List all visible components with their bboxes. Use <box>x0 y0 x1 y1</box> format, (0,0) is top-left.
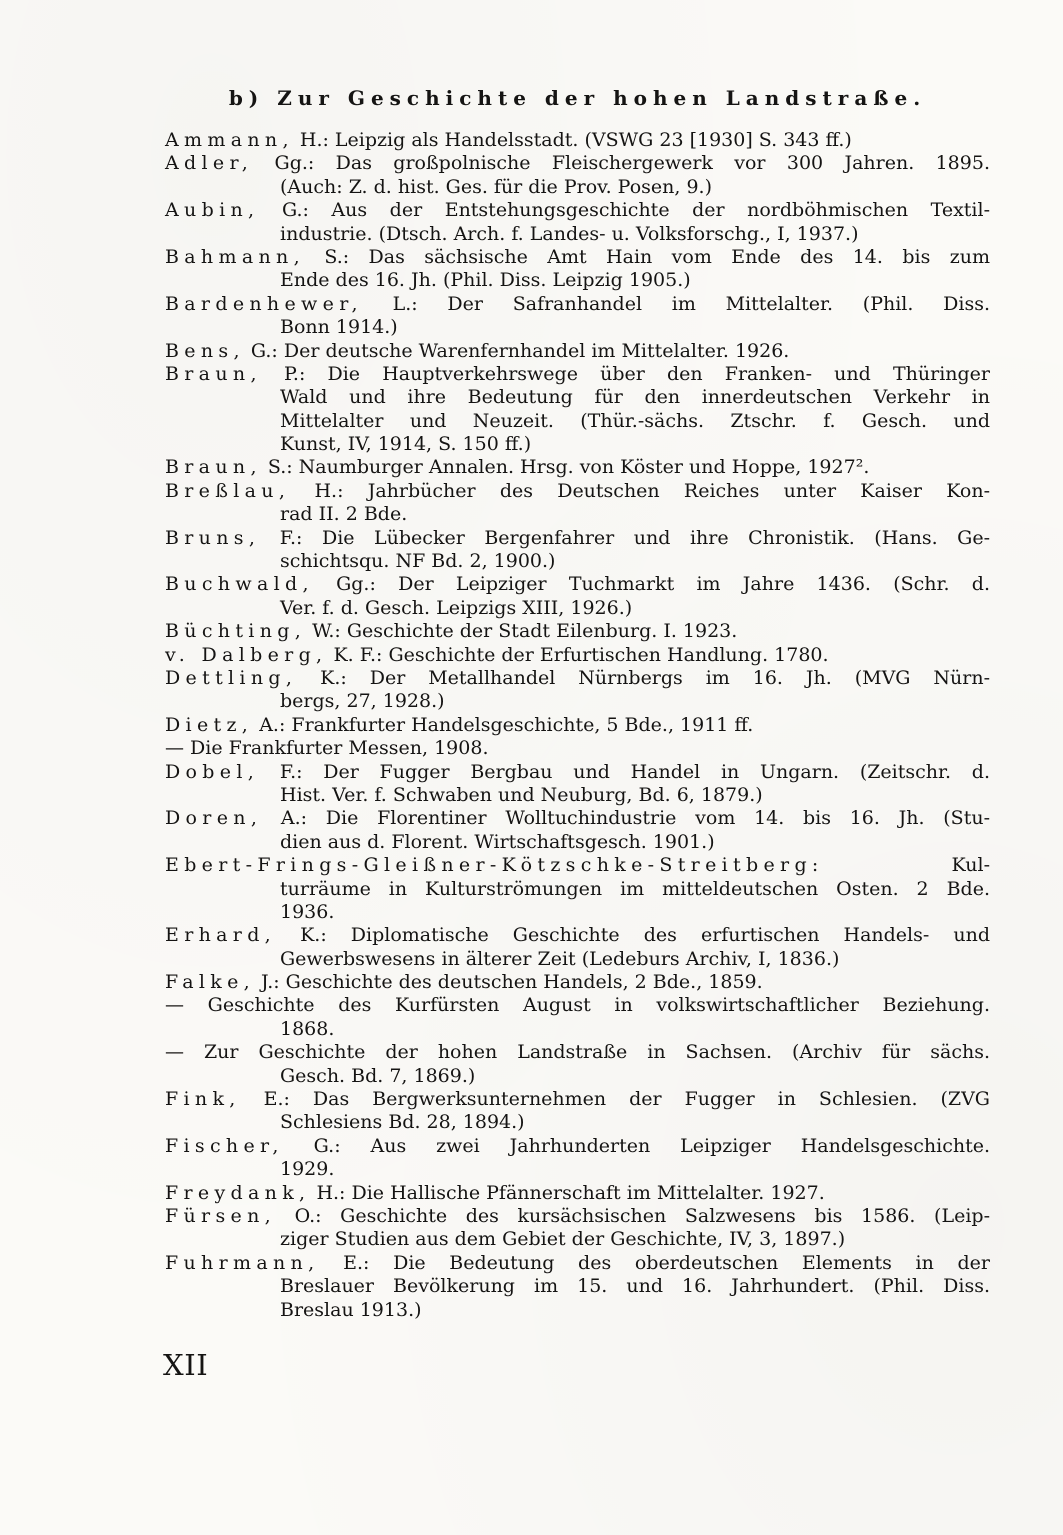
bib-entry <box>165 340 990 363</box>
entry-line: (Auch: Z. d. hist. Ges. für die Prov. Posen, 9.) <box>280 175 712 198</box>
entry-line: — Geschichte des Kurfürsten August in volkswirtschaftlicher Beziehung. <box>165 994 990 1017</box>
entry-line: ziger Studien aus dem Gebiet der Geschichte, IV, 3, 1897.) <box>280 1228 846 1251</box>
author-name: Dettling, <box>165 666 298 689</box>
bib-entry <box>165 1205 990 1252</box>
bib-entry <box>165 246 990 293</box>
bib-entry <box>165 152 990 199</box>
bib-entry <box>165 807 990 854</box>
entry-line: Wald und ihre Bedeutung für den innerdeutschen Verkehr in <box>280 386 990 409</box>
entry-line: Adler, Gg.: Das großpolnische Fleischergewerk vor 300 Jahren. 1895. <box>165 152 990 175</box>
entry-line: industrie. (Dtsch. Arch. f. Landes- u. Volksforschg., I, 1937.) <box>280 222 859 245</box>
bib-entry <box>165 527 990 574</box>
entry-line: Braun, P.: Die Hauptverkehrswege über den Franken- und Thüringer <box>165 362 990 385</box>
author-name: Braun, <box>165 362 262 385</box>
bib-entry <box>165 293 990 340</box>
bib-entry <box>165 924 990 971</box>
author-name: Doren, <box>165 807 263 830</box>
entry-line: 1929. <box>280 1158 335 1181</box>
entry-line: Ver. f. d. Gesch. Leipzigs XIII, 1926.) <box>280 596 633 619</box>
author-name: v. Dalberg, <box>165 643 328 666</box>
entry-line: Dietz, A.: Frankfurter Handelsgeschichte, 5 Bde., 1911 ff. <box>165 713 754 736</box>
author-name: Fürsen, <box>165 1204 277 1227</box>
bib-entry <box>165 737 990 760</box>
entry-line: turräume in Kulturströmungen im mitteldeutschen Osten. 2 Bde. <box>280 877 990 900</box>
entry-line: Hist. Ver. f. Schwaben und Neuburg, Bd. 6, 1879.) <box>280 783 763 806</box>
section-heading: b) Zur Geschichte der hohen Landstraße. <box>228 86 927 110</box>
entry-line: Breslau 1913.) <box>280 1298 422 1321</box>
entry-line: Gesch. Bd. 7, 1869.) <box>280 1064 476 1087</box>
bib-entry <box>165 1135 990 1182</box>
author-name: Fischer, <box>165 1134 284 1157</box>
page-number: XII <box>163 1348 209 1382</box>
author-name: Falke, <box>165 971 256 994</box>
entry-line: Braun, S.: Naumburger Annalen. Hrsg. von Köster und Hoppe, 1927². <box>165 456 870 479</box>
entry-line: Erhard, K.: Diplomatische Geschichte des erfurtischen Handels- und <box>165 924 990 947</box>
author-name: Braun, <box>165 456 262 479</box>
entry-line: Breslauer Bevölkerung im 15. und 16. Jahrhundert. (Phil. Diss. <box>280 1275 990 1298</box>
bib-entry <box>165 1182 990 1205</box>
bib-entry <box>165 854 990 924</box>
entry-line: Buchwald, Gg.: Der Leipziger Tuchmarkt im Jahre 1436. (Schr. d. <box>165 573 990 596</box>
bib-entry <box>165 620 990 643</box>
entry-line: Fürsen, O.: Geschichte des kursächsischen Salzwesens bis 1586. (Leip- <box>165 1204 990 1227</box>
bib-entry <box>165 761 990 808</box>
author-name: Bahmann, <box>165 245 305 268</box>
bib-entry <box>165 480 990 527</box>
bib-entry <box>165 1252 990 1322</box>
entry-line: Dobel, F.: Der Fugger Bergbau und Handel in Ungarn. (Zeitschr. d. <box>165 760 990 783</box>
author-name: Dietz, <box>165 713 254 736</box>
entry-line: Ebert-Frings-Gleißner-Kötzschke-Streitberg: Kul- <box>165 854 990 877</box>
author-name: Dobel, <box>165 760 260 783</box>
author-name: Bens, <box>165 339 245 362</box>
entry-line: Mittelalter und Neuzeit. (Thür.-sächs. Ztschr. f. Gesch. und <box>280 409 990 432</box>
entry-line: rad II. 2 Bde. <box>280 503 408 526</box>
entry-line: Büchting, W.: Geschichte der Stadt Eilenburg. I. 1923. <box>165 620 738 643</box>
author-name: Ebert-Frings-Gleißner-Kötzschke-Streitberg: <box>165 854 824 877</box>
bib-entry <box>165 1088 990 1135</box>
entry-line: Bens, G.: Der deutsche Warenfernhandel im Mittelalter. 1926. <box>165 339 790 362</box>
entry-line: Bonn 1914.) <box>280 316 398 339</box>
bib-entry <box>165 456 990 479</box>
entry-line: Breßlau, H.: Jahrbücher des Deutschen Reiches unter Kaiser Kon- <box>165 479 990 502</box>
author-name: Aubin, <box>165 199 260 222</box>
author-name: Ammann, <box>165 129 294 151</box>
entry-line: Freydank, H.: Die Hallische Pfännerschaft im Mittelalter. 1927. <box>165 1181 825 1204</box>
author-name: Bardenhewer, <box>165 292 363 315</box>
bib-entry <box>165 129 990 152</box>
entry-line: Doren, A.: Die Florentiner Wolltuchindustrie vom 14. bis 16. Jh. (Stu- <box>165 807 990 830</box>
entry-line: Kunst, IV, 1914, S. 150 ff.) <box>280 433 532 456</box>
bib-entry <box>165 199 990 246</box>
entry-line: Aubin, G.: Aus der Entstehungsgeschichte der nordböhmischen Textil- <box>165 199 990 222</box>
bib-entry <box>165 1041 990 1088</box>
bib-entry <box>165 714 990 737</box>
entry-line: Fink, E.: Das Bergwerksunternehmen der Fugger in Schlesien. (ZVG <box>165 1088 990 1111</box>
entry-line: 1868. <box>280 1017 335 1040</box>
entry-line: Bardenhewer, L.: Der Safranhandel im Mittelalter. (Phil. Diss. <box>165 292 990 315</box>
author-name: Büchting, <box>165 620 307 643</box>
author-name: Freydank, <box>165 1181 311 1204</box>
entry-line: Bahmann, S.: Das sächsische Amt Hain vom Ende des 14. bis zum <box>165 245 990 268</box>
entry-line: bergs, 27, 1928.) <box>280 690 445 713</box>
entry-line: Bruns, F.: Die Lübecker Bergenfahrer und ihre Chronistik. (Hans. Ge- <box>165 526 990 549</box>
author-name: Bruns, <box>165 526 261 549</box>
entry-line: Dettling, K.: Der Metallhandel Nürnbergs im 16. Jh. (MVG Nürn- <box>165 666 990 689</box>
author-name: Breßlau, <box>165 479 291 502</box>
entry-line: Ende des 16. Jh. (Phil. Diss. Leipzig 1905.) <box>280 269 691 292</box>
entry-line: v. Dalberg, K. F.: Geschichte der Erfurtischen Handlung. 1780. <box>165 643 829 666</box>
author-name: Fink, <box>165 1088 241 1111</box>
bib-entry <box>165 363 990 457</box>
bib-entry <box>165 994 990 1041</box>
entry-line: dien aus d. Florent. Wirtschaftsgesch. 1901.) <box>280 830 715 853</box>
entry-line: Gewerbswesens in älterer Zeit (Ledeburs Archiv, I, 1836.) <box>280 947 840 970</box>
entry-line: — Die Frankfurter Messen, 1908. <box>165 737 489 760</box>
entry-line: schichtsqu. NF Bd. 2, 1900.) <box>280 550 556 573</box>
entry-line: Ammann, H.: Leipzig als Handelsstadt. (VSWG 23 [1930] S. 343 ff.) <box>165 129 852 151</box>
entry-line: — Zur Geschichte der hohen Landstraße in Sachsen. (Archiv für sächs. <box>165 1041 990 1064</box>
entry-line: 1936. <box>280 900 335 923</box>
entry-line: Fischer, G.: Aus zwei Jahrhunderten Leipziger Handelsgeschichte. <box>165 1134 990 1157</box>
author-name: Adler, <box>165 152 254 175</box>
bib-entry <box>165 971 990 994</box>
author-name: Buchwald, <box>165 573 314 596</box>
bibliography-entries <box>165 129 990 1322</box>
author-name: Fuhrmann, <box>165 1251 320 1274</box>
bib-entry <box>165 573 990 620</box>
entry-line: Fuhrmann, E.: Die Bedeutung des oberdeutschen Elements in der <box>165 1251 990 1274</box>
bib-entry <box>165 644 990 667</box>
bib-entry <box>165 667 990 714</box>
entry-line: Schlesiens Bd. 28, 1894.) <box>280 1111 525 1134</box>
author-name: Erhard, <box>165 924 277 947</box>
entry-line: Falke, J.: Geschichte des deutschen Handels, 2 Bde., 1859. <box>165 971 763 994</box>
